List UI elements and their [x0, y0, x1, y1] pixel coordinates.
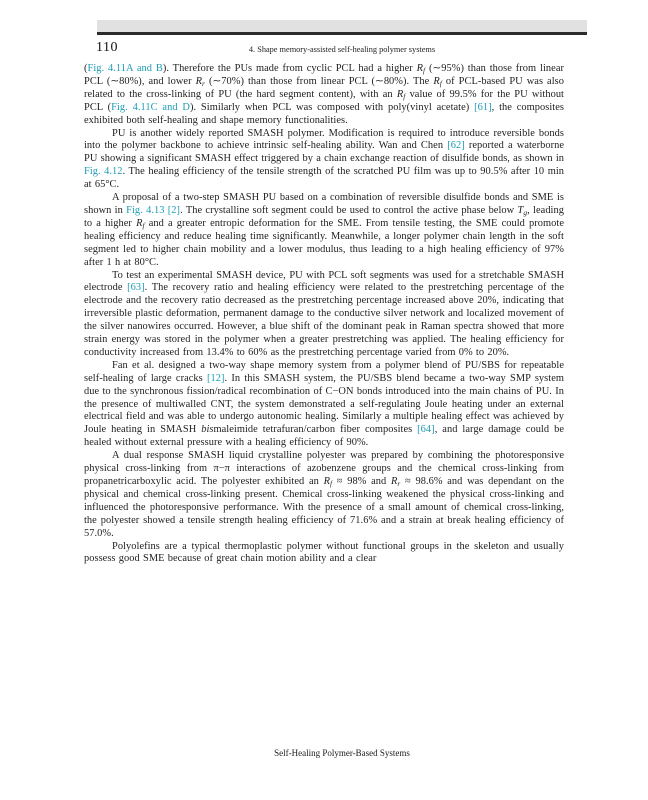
text-segment: R: [195, 75, 203, 87]
text-segment: f: [329, 478, 333, 488]
text-segment: value of 99.5% for the PU without PCL (: [84, 88, 564, 113]
text-segment: of PCL-based PU was also related to the cross-linking of PU (the hard segment content), with an: [84, 75, 564, 100]
text-segment: , and large damage could be healed without external pressure with a healing efficiency of 90%.: [84, 424, 564, 449]
text-segment: f: [403, 91, 406, 101]
text-segment: r: [397, 478, 401, 488]
citation-link[interactable]: [61]: [474, 101, 492, 113]
text-segment: . The recovery ratio and healing efficiency were related to the prestretching percentage of the electrode and the recovery ratio decreased as the prestretching percentage increased above 20%, indicating that irreversible plastic deformation, permanent damage to the conductive silver network and localized movement of the silver nanowires occurred. However, a blue shift of the dominant peak in Raman spectra showed that more strain energy was stored in the polymer when a greater prestretching was applied. The healing efficiency for conductivity increased from 13.4% to 60% as the prestretching percentage varied from 0% to 20%.: [84, 282, 564, 358]
figure-link[interactable]: Fig. 4.11A and B: [87, 63, 163, 74]
text-segment: reported a waterborne PU showing a significant SMASH effect triggered by a chain exchange reaction of disulfide bonds, as shown in: [84, 140, 565, 165]
paragraph: [84, 192, 564, 269]
text-segment: (: [84, 63, 88, 74]
text-segment: ≈ 98.6% and was dependant on the physical and chemical cross-linking present. Chemical cross-linking weakened the physical cross-linking and influenced the photoresponsive performance. With the presence of a small amount of chemical cross-linking, the polyester showed a tensile strength healing efficiency of 71.6% and a strain at break healing efficiency of 57.0%.: [84, 476, 564, 539]
text-segment: R: [136, 217, 143, 229]
text-segment: g: [523, 207, 528, 217]
citation-link[interactable]: [64]: [417, 424, 435, 436]
text-segment: ). Therefore the PUs made from cyclic PCL had a higher: [162, 63, 417, 74]
text-segment: bis: [201, 424, 214, 436]
figure-link[interactable]: Fig. 4.13 [2]: [126, 204, 181, 216]
text-segment: R: [323, 476, 330, 487]
running-head: 4. Shape memory-assisted self-healing polymer systems: [248, 45, 436, 54]
text-segment: , leading to a higher: [84, 204, 564, 229]
citation-link[interactable]: [12]: [206, 372, 225, 384]
text-segment: Polyolefins are a typical thermoplastic polymer without functional groups in the skeleton and usually possess good SME because of great chain motion ability and a clear: [84, 540, 564, 565]
paragraph: [84, 128, 564, 193]
body-text: [84, 63, 564, 566]
text-segment: . In this SMASH system, the PU/SBS blend became a two-way SMP system due to the synchronous fission/radical recombination of C−ON bonds introduced into the main chains of PU. In the presence of multiwalled CNT, the system demonstrated a self-regulating Joule heating under an external electrical field and was able to undergo autonomic healing. Similarly a multiple healing effect was achieved by Joule heating in SMASH: [84, 372, 564, 436]
paragraph: [84, 270, 564, 360]
text-segment: T: [517, 204, 524, 216]
text-segment: (∼95%) than those from linear PCL (∼80%), and lower: [84, 63, 564, 87]
paragraph: [84, 63, 564, 128]
paragraph: [84, 541, 564, 567]
text-segment: . The healing efficiency of the tensile strength of the scratched PU film was up to 90.5% after 10 min at 65°C.: [84, 166, 565, 191]
footer-book-title: Self-Healing Polymer-Based Systems: [274, 748, 410, 758]
text-segment: A proposal of a two-step SMASH PU based on a combination of reversible disulfide bonds and SME is shown in: [84, 192, 564, 216]
text-segment: ). Similarly when PCL was composed with poly(vinyl acetate): [189, 101, 475, 113]
text-segment: ≈ 98% and: [332, 476, 391, 487]
text-segment: A dual response SMASH liquid crystalline polyester was prepared by combining the photoresponsive physical cross-linking from π−π interactions of azobenzene groups and the chemical cross-linking from propanetricarboxylic acid. The polyester exhibited an: [84, 450, 564, 487]
paragraph: [84, 450, 564, 540]
text-segment: . The crystalline soft segment could be used to control the active phase below: [180, 204, 518, 216]
text-segment: R: [396, 88, 404, 100]
text-segment: R: [416, 63, 424, 74]
text-segment: f: [439, 78, 442, 88]
text-segment: Fan et al. designed a two-way shape memory system from a polymer blend of PU/SBS for repeatable self-healing of large cracks: [84, 359, 564, 384]
header-band: [97, 20, 587, 35]
figure-link[interactable]: Fig. 4.11C and D: [111, 101, 190, 113]
page-number: 110: [96, 40, 118, 55]
text-segment: and a greater entropic deformation for the SME. From tensile testing, the SME could promote healing efficiency and reduce healing time significantly. Meanwhile, a longer polymer chain length in the soft segment led to higher chain mobility and a lower modulus, thus leading to a high healing efficiency of 97% after 1 h at 80°C.: [84, 217, 565, 268]
text-segment: PU is another widely reported SMASH polymer. Modification is required to introduce reversible bonds into the polymer backbone to achieve intrinsic self-healing ability. Wan and Chen: [84, 127, 564, 152]
citation-link[interactable]: [62]: [447, 140, 465, 152]
figure-link[interactable]: Fig. 4.12: [84, 166, 123, 178]
paragraph: [84, 360, 564, 450]
text-segment: f: [423, 65, 426, 75]
text-segment: R: [433, 75, 440, 87]
text-segment: R: [390, 476, 398, 487]
text-segment: f: [142, 220, 145, 230]
text-segment: To test an experimental SMASH device, PU with PCL soft segments was used for a stretchable SMASH electrode: [84, 269, 564, 294]
text-segment: (∼70%) than those from linear PCL (∼80%). The: [204, 75, 434, 87]
text-segment: r: [202, 78, 205, 88]
text-segment: , the composites exhibited both self-healing and shape memory functionalities.: [84, 101, 565, 126]
citation-link[interactable]: [63]: [127, 282, 145, 294]
text-segment: maleimide tetrafuran/carbon fiber composites: [213, 424, 418, 436]
